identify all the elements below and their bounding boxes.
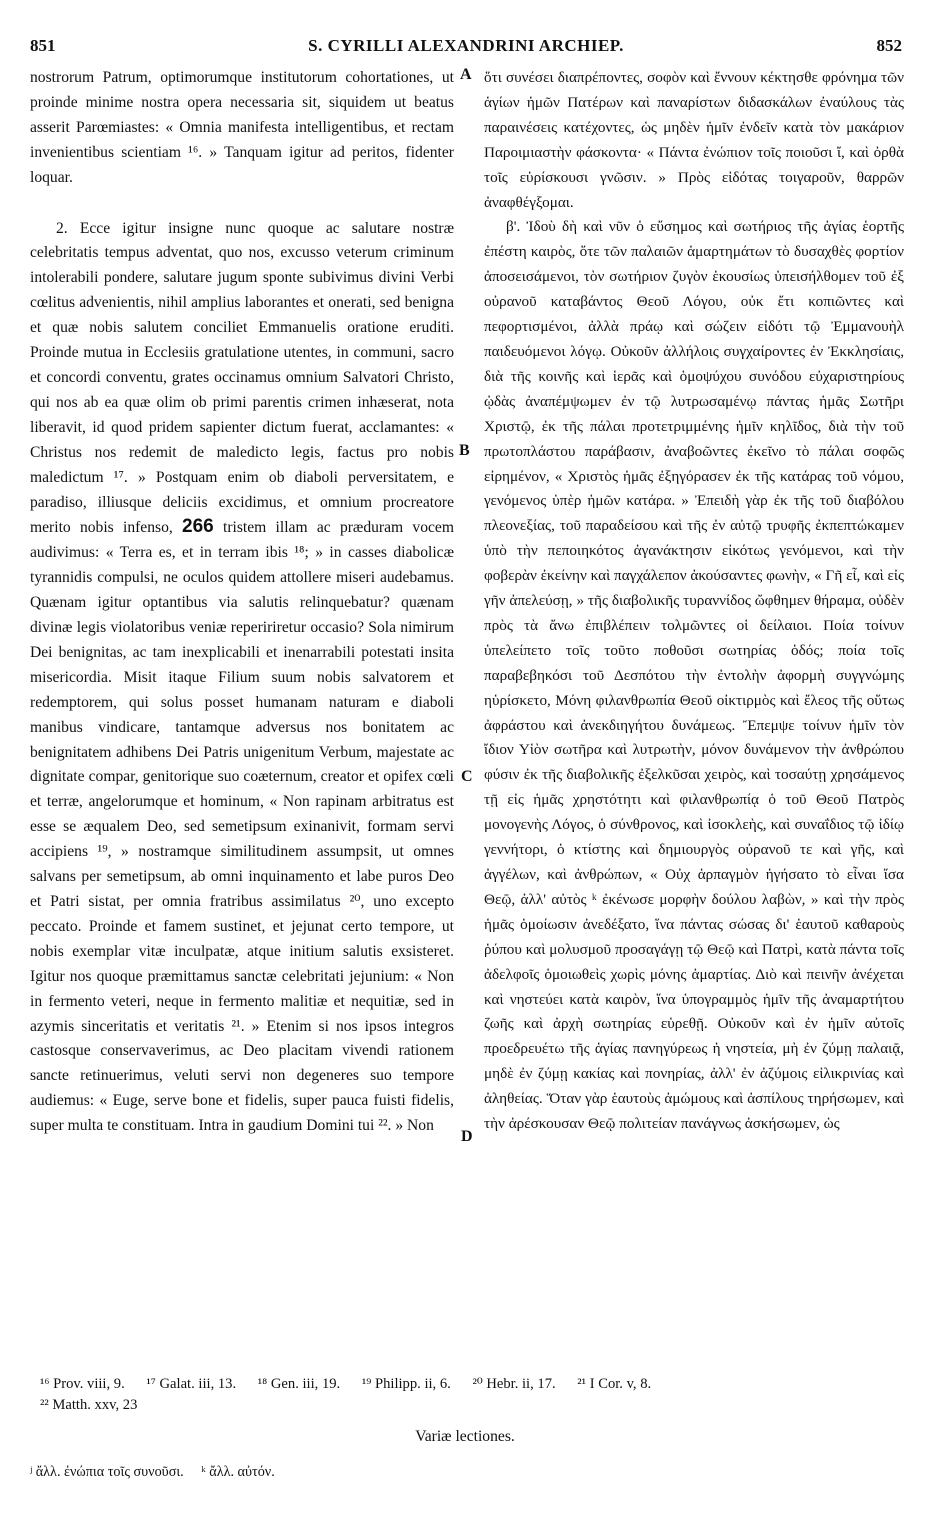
margin-letter-b: B [459,442,470,459]
greek-column [484,66,904,1137]
running-header [30,36,902,62]
latin-paragraph-1: nostrorum Patrum, optimorumque institutorum cohortationes, ut proinde minime nostra opera necessaria sit, siquidem ut beatus asserit Parœmiastes: « Omnia manifesta intelligentibus, et rectam invenientibus scientiam ¹⁶. » Tanquam igitur ad peritos, fidenter loquar. [30,69,454,186]
margin-letter-c: C [461,768,473,785]
variant-reading: ʲ ἄλλ. ἐνώπια τοῖς συνοῦσι. [30,1464,184,1480]
running-title: S. CYRILLI ALEXANDRINI ARCHIEP. [308,36,624,55]
latin-paragraph-2-part-b: tristem illam ac præduram vocem audivimus: « Terra es, et in terram ibis ¹⁸; » in casses diabolicæ tyrannidis compulsi, ne oculos quidem attollere miseri audebamus. Quænam igitur optantibus via salutis relinquebatur? quænam divinæ legis violatoribus veniæ repeririretur occasio? Sola nimirum Dei benignitas, ac tam inexplicabili et inenarrabili potestati insita misericordia. Misit itaque Filium suum nobis salvatorem et redemptorem, qui solus posset humanam naturam e diaboli manibus vindicare, tantamque adversus nos bonitatem ac benignitatem adhibens Dei Patris unigenitum Verbum, majestate ac dignitate compar, genitorique suo coæternum, creator et opifex cœli et terræ, angelorumque et hominum, « Non rapinam arbitratus est esse se æqualem Deo, sed semetipsum exinanivit, formam servi accipiens ¹⁹, » nostramque similitudinem assumpsit, ut omnes salvans per semetipsum, ab omni inquinamento et labe puros Deo et Patri sistat, per omnia fratribus assimilatus ²⁰, uno excepto peccato. Proinde et famem sustinet, et jejunat certo tempore, ut nobis exemplar vitæ inculpatæ, atque initium salutis exsisteret. Igitur nos quoque præmittamus sanctæ celebritati jejunium: « Non in fermento veteri, neque in fermento malitiæ et nequitiæ, sed in azymis sinceritatis et veritatis ²¹. » Etenim si nos ipsos integros castosque conservaverimus, ac Deo placitam vivendi rationem sancte retinuerimus, veluti servi non degeneres suo tempore audiemus: « Euge, serve bone et fidelis, super pauca fuisti fidelis, super multa te constituam. Intra in gaudium Domini tui ²². » Non [30,519,454,1135]
variant-reading: ᵏ ἄλλ. αὐτόν. [201,1464,275,1480]
margin-letter-a: A [460,66,472,83]
latin-paragraph-2-part-a: 2. Ecce igitur insigne nunc quoque ac salutare nostræ celebritatis tempus adventat, quo nos, excusso veterum criminum intolerabili pondere, salutare jugum sponte subivimus divini Verbi cœlitus advenientis, nihil amplius laborantes et onerati, sed benigna et quæ nobis salutem conciliet Emmanuelis oratione eruditi. Proinde mutua in Ecclesiis gratulatione utentes, in communi, sacro et concordi conventu, grates occinamus omnium Salvatori Christo, qui nos ab ea quæ olim ob primi parentis crimen inhæserat, nota liberavit, id quod pridem sapienter dictum fuerat, acclamantes: « Christus nos redemit de maledicto legis, factus pro nobis maledictum ¹⁷. » Postquam enim ob diaboli perversitatem, e paradiso, illiusque deliciis excidimus, et omnium procreatore merito nobis infenso, [30,219,454,537]
margin-letter-d: D [461,1128,473,1145]
footnote: ¹⁷ Galat. iii, 13. [146,1376,237,1392]
left-column-number: 851 [30,36,56,55]
variae-heading: Variæ lectiones. [415,1428,515,1445]
greek-paragraph-2: β'. Ἰδοὺ δὴ καὶ νῦν ὁ εὔσημος καὶ σωτήριος τῆς ἁγίας ἑορτῆς ἐπέστη καιρὸς, ὅτε τῶν παλαιῶν ἁμαρτημάτων τὸ δυσαχθὲς φορτίον ἀποσεισάμενοι, τὸν σωτήριον ζυγὸν ἑκουσίως ὑπεισήλθομεν τοῦ ἐξ οὐρανοῦ καταβάντος Θεοῦ Λόγου, οὐκ ἔτι κοπιῶντες καὶ πεφορτισμένοι, ἀλλὰ πράῳ καὶ σώζειν εἰδότι τῷ Ἐμμανουὴλ παιδευόμενοι λόγῳ. Οὐκοῦν ἀλλήλοις συγχαίροντες ἐν Ἐκκλησίαις, διὰ τῆς κοινῆς καὶ ἱερᾶς καὶ ὁμοψύχου συνόδου εὐχαριστηρίους ᾠδὰς ἀναπέμψωμεν ἐν τῷ λυτρωσαμένῳ πάντας ἡμᾶς Σωτῆρι Χριστῷ, ἐκ τῆς πάλαι προτετριμμένης ἡμῖν κηλῖδος, διὰ τὴν τοῦ πρωτοπλάστου παράβασιν, ἀναβοῶντες ἐκεῖνο τὸ πάλαι σοφῶς εἰρημένον, « Χριστὸς ἡμᾶς ἐξηγόρασεν ἐκ τῆς κατάρας τοῦ νόμου, γενόμενος ὑπὲρ ἡμῶν κατάρα. » Ἐπειδὴ γὰρ ἐκ τῆς τοῦ διαβόλου πλεονεξίας, τοῦ παραδείσου καὶ τῆς ἐν αὐτῷ τρυφῆς ἐκπεπτώκαμεν ὑπὸ τὴν πεποιηκότος ἀγανάκτησιν εἰκότως γενόμενοι, καὶ τὴν φοβερὰν ἐκείνην καὶ παγχάλεπον ἀκούσαντες φωνὴν, « Γῆ εἶ, καὶ εἰς γῆν ἀπελεύσῃ, » τῆς διαβολικῆς τυραννίδος ὤφθημεν θήραμα, οὐδὲν πρὸς τὰ ἄνω ἐπιβλέπειν τολμῶντες οἱ δείλαιοι. Ποία τοίνυν ὑπελείπετο τοῖς τοῦτο ποθοῦσι σωτηρίας ὁδός; ποία τοῖς παραβεβηκόσι τοῦ Δεσπότου τὴν ἐντολὴν ἀφορμὴ συγγνώμης ηὑρίσκετο, Μόνη φιλανθρωπία Θεοῦ οἰκτιρμὸς καὶ ἔλεος τῆς οὕτως ἀφράστου καὶ ἀνεκδιηγήτου δυνάμεως. Ἔπεμψε τοίνυν ἡμῖν τὸν ἴδιον Υἱὸν σωτῆρα καὶ λυτρωτὴν, μόνον δυνάμενον τὴν ἀνθρώπου φύσιν ἐκ τῆς διαβολικῆς ἐξελκῦσαι χειρὸς, καὶ τοσαύτῃ χρησάμενος τῇ εἰς ἡμᾶς χρηστότητι καὶ φιλανθρωπίᾳ ὁ τοῦ Θεοῦ Πατρὸς μονογενὴς Λόγος, ὁ σύνθρονος, καὶ ἰσοκλεὴς, καὶ συναΐδιος τῷ ἰδίῳ γεννήτορι, ὁ κτίστης καὶ δημιουργὸς οὐρανοῦ τε καὶ γῆς, καὶ ἀγγέλων, καὶ ἀνθρώπων, « Οὐχ ἁρπαγμὸν ἡγήσατο τὸ εἶναι ἴσα Θεῷ, ἀλλ' αὐτὸς ᵏ ἐκένωσε μορφὴν δούλου λαβὼν, » καὶ τὴν πρὸς ἡμᾶς ὁμοίωσιν ἀνεδέξατο, ἵνα πάντας σώσας δι' ἑαυτοῦ καθαροὺς ῥύπου καὶ μολυσμοῦ προσαγάγῃ τῷ Θεῷ καὶ Πατρὶ, κατὰ πάντα τοῖς ἀδελφοῖς ὁμοιωθεὶς χωρὶς μόνης ἁμαρτίας. Διὸ καὶ πεινῆν ἀνέχεται καὶ νηστεύει κατὰ καιρὸν, ἵνα ὑπογραμμὸς ἡμῖν τῆς ἀναμαρτήτου ζωῆς καὶ ἀρχὴ σωτηρίας εὑρεθῇ. Οὐκοῦν καὶ ἐν ἡμῖν αὐτοῖς προεδρευέτω τῆς ἁγίας πανηγύρεως ἡ νηστεία, μὴ ἐν ζύμῃ παλαιᾷ, μηδὲ ἐν ζύμῃ κακίας καὶ πονηρίας, ἀλλ' ἐν ἀζύμοις εἰλικρινίας καὶ ἀληθείας. Ὅταν γὰρ ἑαυτοὺς ἀμώμους καὶ ἀσπίλους τηρήσωμεν, καὶ τὴν ἀρέσκουσαν Θεῷ πολιτείαν πανάγνως ἀσκήσωμεν, ὡς [484,218,904,1133]
footnote: ¹⁶ Prov. viii, 9. [40,1376,125,1392]
variant-readings [30,1464,890,1481]
footnote: ²⁰ Hebr. ii, 17. [472,1376,556,1392]
right-column-number: 852 [876,36,902,55]
greek-paragraph-1: ὅτι συνέσει διαπρέποντες, σοφὸν καὶ ἔννουν κέκτησθε φρόνημα τῶν ἁγίων ἡμῶν Πατέρων καὶ παναρίστων διδασκάλων ἐναύλους τὰς παραινέσεις κατέχοντες, ὡς μηδὲν ἡμῖν ἐνδεῖν κατὰ τὸν μακάριον Παροιμιαστὴν φάσκοντα· « Πάντα ἐνώπιον τοῖς ποιοῦσι ἴ, καὶ ὀρθὰ τοῖς εὑρίσκουσι γνῶσιν. » Πρὸς εἰδότας τοιγαροῦν, θαρρῶν ἀναφθέγξομαι. [484,69,904,211]
migne-column-number: 266 [182,516,214,538]
latin-paragraph-2 [30,217,454,1140]
latin-column [30,66,454,1139]
footnote: ²¹ I Cor. v, 8. [577,1376,652,1392]
footnote: ¹⁹ Philipp. ii, 6. [361,1376,451,1392]
footnote: ¹⁸ Gen. iii, 19. [257,1376,341,1392]
footnotes [40,1374,910,1416]
footnote: ²² Matth. xxv, 23 [40,1397,138,1413]
